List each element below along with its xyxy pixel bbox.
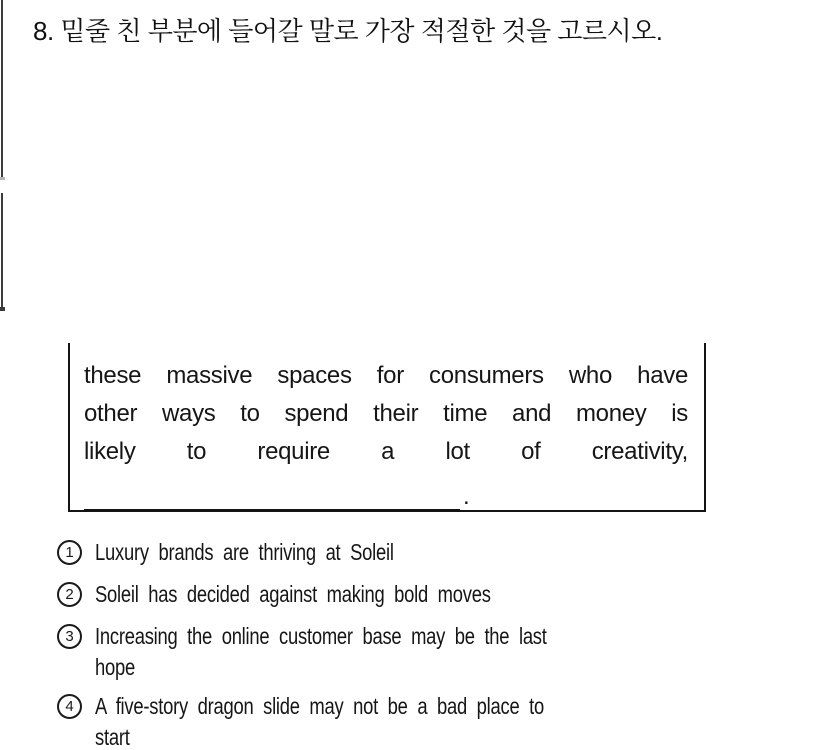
page-edge-line-bottom (1, 193, 3, 308)
option-4-circle-number: 4 (57, 694, 82, 719)
passage-blank-line (84, 483, 688, 513)
question-title: 8. 밑줄 친 부분에 들어갈 말로 가장 적절한 것을 고르시오. (33, 16, 663, 46)
option-3-circle-number: 3 (57, 624, 82, 649)
page-edge-tick-faint (0, 177, 5, 180)
option-3-text (95, 621, 547, 683)
option-2[interactable] (57, 579, 590, 610)
option-3[interactable] (57, 621, 660, 683)
option-2-line-1: Soleil has decided against making bold moves (95, 581, 491, 607)
option-4[interactable] (57, 691, 656, 750)
passage-line-1: these massive spaces for consumers who have (84, 362, 688, 389)
option-1-line-1: Luxury brands are thriving at Soleil (95, 539, 394, 565)
option-3-line-1: Increasing the online customer base may be the last (95, 623, 547, 649)
option-2-circle-number: 2 (57, 582, 82, 607)
option-4-line-2: start (95, 724, 130, 750)
answer-blank-underline (84, 483, 460, 511)
page-edge-line-top (1, 0, 3, 177)
option-4-text (95, 691, 544, 750)
option-2-text (95, 579, 491, 610)
passage-box (68, 343, 706, 512)
option-1[interactable] (57, 537, 468, 568)
blank-period: . (463, 483, 470, 510)
option-3-line-2: hope (95, 654, 135, 680)
option-1-circle-number: 1 (57, 540, 82, 565)
passage-line-3: likely to require a lot of creativity, (84, 438, 688, 465)
page-edge-tick-dark (0, 307, 5, 311)
option-4-line-1: A five-story dragon slide may not be a bad place to (95, 693, 544, 719)
passage-line-2: other ways to spend their time and money is (84, 400, 688, 427)
option-1-text (95, 537, 394, 568)
